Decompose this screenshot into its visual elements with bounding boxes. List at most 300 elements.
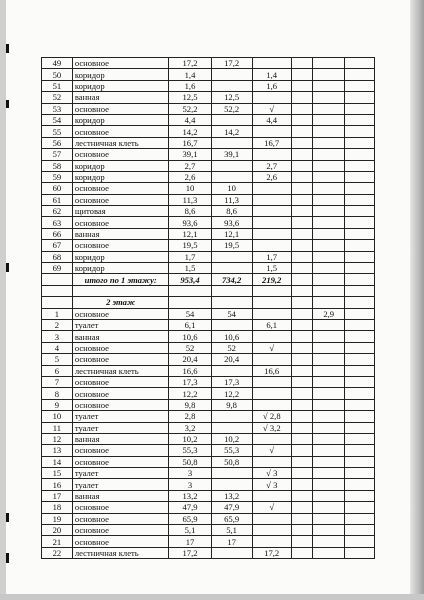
empty-cell <box>345 479 375 490</box>
table-row <box>42 468 375 479</box>
total-area-cell: 2,7 <box>169 160 211 171</box>
total-area-cell: 1,7 <box>169 251 211 262</box>
empty-cell <box>345 217 375 228</box>
table-row <box>42 69 375 80</box>
empty-cell <box>252 285 291 296</box>
auxiliary-area-value: 1,7 <box>266 251 278 262</box>
main-area-cell: 65,9 <box>211 513 252 524</box>
auxiliary-area-cell <box>252 240 291 251</box>
punch-hole-mark <box>6 100 9 108</box>
scan-bottom-edge <box>0 594 424 600</box>
empty-cell <box>313 399 345 410</box>
empty-cell <box>313 194 345 205</box>
empty-cell <box>291 354 313 365</box>
room-name-cell: коридор <box>72 160 169 171</box>
empty-cell <box>313 319 345 330</box>
empty-cell <box>291 263 313 274</box>
empty-cell <box>313 126 345 137</box>
auxiliary-area-value: 2,7 <box>266 160 278 171</box>
empty-cell <box>291 80 313 91</box>
total-label-cell: итого по 1 этажу: <box>72 274 169 285</box>
punch-hole-mark <box>6 44 9 53</box>
empty-cell <box>313 69 345 80</box>
total-area-cell: 20,4 <box>169 354 211 365</box>
room-name-cell: основное <box>72 502 169 513</box>
empty-cell <box>313 160 345 171</box>
total-area-cell: 55,3 <box>169 445 211 456</box>
room-name-cell: основное <box>72 103 169 114</box>
total-area-cell: 54 <box>169 308 211 319</box>
empty-cell <box>291 183 313 194</box>
total-area-cell: 12,1 <box>169 228 211 239</box>
empty-cell <box>345 468 375 479</box>
total-area-cell: 4,4 <box>169 114 211 125</box>
check-mark-icon: √ <box>269 502 275 513</box>
auxiliary-area-cell <box>252 468 291 479</box>
punch-hole-mark <box>6 553 9 563</box>
total-area-cell: 11,3 <box>169 194 211 205</box>
room-name-cell: ванная <box>72 92 169 103</box>
room-name-cell: ванная <box>72 228 169 239</box>
main-area-cell: 10,6 <box>211 331 252 342</box>
auxiliary-area-cell <box>252 92 291 103</box>
empty-cell <box>291 411 313 422</box>
empty-cell <box>291 126 313 137</box>
check-mark-icon: √ <box>269 445 275 456</box>
room-number-cell: 63 <box>42 217 73 228</box>
auxiliary-area-value: 16,7 <box>264 137 280 148</box>
auxiliary-area-value: 1,5 <box>266 263 278 274</box>
empty-cell <box>291 137 313 148</box>
empty-cell <box>345 388 375 399</box>
room-number-cell: 11 <box>42 422 73 433</box>
auxiliary-area-cell <box>252 456 291 467</box>
room-number-cell: 4 <box>42 342 73 353</box>
auxiliary-area-cell <box>252 171 291 182</box>
empty-cell <box>345 228 375 239</box>
table-row <box>42 263 375 274</box>
auxiliary-area-cell <box>252 411 291 422</box>
room-name-cell: основное <box>72 240 169 251</box>
auxiliary-area-cell <box>252 160 291 171</box>
wall-height-cell: 2,9 <box>313 308 345 319</box>
room-name-cell: основное <box>72 194 169 205</box>
empty-cell <box>313 490 345 501</box>
empty-cell <box>291 456 313 467</box>
empty-cell <box>345 171 375 182</box>
floor-total-row <box>42 274 375 285</box>
empty-cell <box>291 308 313 319</box>
auxiliary-area-cell <box>252 126 291 137</box>
empty-cell <box>313 228 345 239</box>
room-number-cell: 1 <box>42 308 73 319</box>
empty-cell <box>291 114 313 125</box>
empty-cell <box>291 547 313 558</box>
room-name-cell: основное <box>72 217 169 228</box>
empty-cell <box>252 297 291 308</box>
empty-cell <box>313 80 345 91</box>
scan-edge-shadow <box>410 0 424 600</box>
table-row <box>42 411 375 422</box>
room-number-cell: 9 <box>42 399 73 410</box>
room-name-cell: коридор <box>72 80 169 91</box>
room-name-cell: ванная <box>72 433 169 444</box>
table-row <box>42 103 375 114</box>
empty-cell <box>313 433 345 444</box>
empty-cell <box>291 217 313 228</box>
room-name-cell: коридор <box>72 251 169 262</box>
main-area-cell: 20,4 <box>211 354 252 365</box>
empty-cell <box>211 297 252 308</box>
auxiliary-area-cell <box>252 536 291 547</box>
auxiliary-area-value: 16,6 <box>264 365 280 376</box>
empty-cell <box>345 137 375 148</box>
empty-cell <box>291 69 313 80</box>
main-area-cell: 47,9 <box>211 502 252 513</box>
room-number-cell: 49 <box>42 58 73 69</box>
empty-cell <box>313 342 345 353</box>
auxiliary-area-cell <box>252 69 291 80</box>
auxiliary-area-cell <box>252 331 291 342</box>
room-number-cell: 54 <box>42 114 73 125</box>
table-row <box>42 513 375 524</box>
total-area-cell: 16,6 <box>169 365 211 376</box>
main-area-cell <box>211 411 252 422</box>
total-area-cell: 12,5 <box>169 92 211 103</box>
empty-cell <box>313 263 345 274</box>
main-area-cell: 52,2 <box>211 103 252 114</box>
empty-cell <box>169 285 211 296</box>
auxiliary-area-cell <box>252 399 291 410</box>
auxiliary-area-cell <box>252 342 291 353</box>
empty-cell <box>313 240 345 251</box>
room-number-cell: 15 <box>42 468 73 479</box>
main-area-cell: 17,3 <box>211 376 252 387</box>
empty-cell <box>291 297 313 308</box>
empty-cell <box>345 433 375 444</box>
floor-heading-cell: 2 этаж <box>72 297 169 308</box>
table-row <box>42 342 375 353</box>
empty-cell <box>345 206 375 217</box>
empty-cell <box>291 206 313 217</box>
auxiliary-area-value: 3,2 <box>269 422 281 433</box>
empty-cell <box>345 422 375 433</box>
table-row <box>42 240 375 251</box>
empty-cell <box>313 513 345 524</box>
total-area-cell: 50,8 <box>169 456 211 467</box>
total-area-cell: 10,2 <box>169 433 211 444</box>
room-name-cell: основное <box>72 342 169 353</box>
total-area-cell: 13,2 <box>169 490 211 501</box>
table-row <box>42 80 375 91</box>
empty-cell <box>291 274 313 285</box>
total-area-cell: 52 <box>169 342 211 353</box>
empty-cell <box>345 365 375 376</box>
room-number-cell: 53 <box>42 103 73 114</box>
empty-cell <box>313 297 345 308</box>
empty-cell <box>313 411 345 422</box>
auxiliary-area-cell <box>252 206 291 217</box>
punch-hole-mark <box>6 263 9 272</box>
total-area-cell: 12,2 <box>169 388 211 399</box>
room-name-cell: основное <box>72 308 169 319</box>
empty-cell <box>291 513 313 524</box>
room-number-cell: 12 <box>42 433 73 444</box>
total-area-cell: 3 <box>169 479 211 490</box>
empty-cell <box>345 502 375 513</box>
table-row <box>42 308 375 319</box>
auxiliary-area-value: 3 <box>273 468 278 479</box>
main-area-cell <box>211 137 252 148</box>
room-name-cell: основное <box>72 58 169 69</box>
room-name-cell: основное <box>72 149 169 160</box>
auxiliary-area-cell <box>252 103 291 114</box>
empty-cell <box>291 342 313 353</box>
table-row <box>42 137 375 148</box>
empty-cell <box>291 388 313 399</box>
total-area-cell: 16,7 <box>169 137 211 148</box>
empty-cell <box>291 103 313 114</box>
check-mark-icon: √ <box>269 103 275 114</box>
empty-cell <box>345 80 375 91</box>
empty-cell <box>313 217 345 228</box>
table-row <box>42 456 375 467</box>
total-area-cell: 3 <box>169 468 211 479</box>
main-area-cell: 5,1 <box>211 525 252 536</box>
empty-cell <box>291 92 313 103</box>
main-area-cell: 12,2 <box>211 388 252 399</box>
empty-cell <box>313 331 345 342</box>
empty-cell <box>313 502 345 513</box>
main-area-cell <box>211 69 252 80</box>
main-area-cell: 9,8 <box>211 399 252 410</box>
total-area-cell: 17,2 <box>169 547 211 558</box>
empty-cell <box>345 445 375 456</box>
total-area-cell: 52,2 <box>169 103 211 114</box>
total-area-cell: 3,2 <box>169 422 211 433</box>
empty-cell <box>291 479 313 490</box>
auxiliary-area-cell <box>252 80 291 91</box>
empty-cell <box>345 399 375 410</box>
empty-cell <box>313 274 345 285</box>
main-area-cell: 8,6 <box>211 206 252 217</box>
main-area-cell: 10 <box>211 183 252 194</box>
check-mark-icon: √ <box>262 422 268 433</box>
empty-cell <box>313 92 345 103</box>
main-area-cell: 13,2 <box>211 490 252 501</box>
empty-cell <box>345 274 375 285</box>
auxiliary-area-value: 2,8 <box>269 411 281 422</box>
main-area-cell: 39,1 <box>211 149 252 160</box>
room-number-cell: 19 <box>42 513 73 524</box>
empty-cell <box>169 297 211 308</box>
room-name-cell: основное <box>72 399 169 410</box>
check-mark-icon: √ <box>269 342 275 353</box>
main-area-cell: 93,6 <box>211 217 252 228</box>
total-area-cell: 1,5 <box>169 263 211 274</box>
main-area-cell: 11,3 <box>211 194 252 205</box>
room-number-cell: 7 <box>42 376 73 387</box>
empty-cell <box>313 206 345 217</box>
empty-cell <box>345 456 375 467</box>
auxiliary-area-cell <box>252 217 291 228</box>
total-area-cell: 19,5 <box>169 240 211 251</box>
empty-cell <box>291 331 313 342</box>
auxiliary-area-cell <box>252 547 291 558</box>
total-area-cell: 14,2 <box>169 126 211 137</box>
empty-cell <box>345 160 375 171</box>
room-name-cell: основное <box>72 126 169 137</box>
room-number-cell: 59 <box>42 171 73 182</box>
room-number-cell: 56 <box>42 137 73 148</box>
room-number-cell: 2 <box>42 319 73 330</box>
empty-cell <box>345 103 375 114</box>
empty-cell <box>72 285 169 296</box>
auxiliary-area-cell <box>252 251 291 262</box>
empty-cell <box>291 490 313 501</box>
empty-cell <box>291 399 313 410</box>
empty-cell <box>291 376 313 387</box>
empty-cell <box>313 479 345 490</box>
room-number-cell: 62 <box>42 206 73 217</box>
main-area-cell <box>211 263 252 274</box>
room-number-cell: 21 <box>42 536 73 547</box>
empty-cell <box>291 468 313 479</box>
empty-cell <box>291 319 313 330</box>
table-row <box>42 206 375 217</box>
auxiliary-area-cell <box>252 308 291 319</box>
room-number-cell: 61 <box>42 194 73 205</box>
room-number-cell: 58 <box>42 160 73 171</box>
empty-cell <box>42 297 73 308</box>
room-name-cell: основное <box>72 525 169 536</box>
room-name-cell: основное <box>72 445 169 456</box>
empty-cell <box>291 422 313 433</box>
auxiliary-area-cell <box>252 137 291 148</box>
table-row <box>42 525 375 536</box>
empty-cell <box>345 183 375 194</box>
table-row <box>42 160 375 171</box>
room-number-cell: 14 <box>42 456 73 467</box>
room-number-cell: 67 <box>42 240 73 251</box>
empty-cell <box>313 137 345 148</box>
total-area-cell: 1,4 <box>169 69 211 80</box>
auxiliary-area-cell <box>252 388 291 399</box>
auxiliary-area-cell <box>252 354 291 365</box>
total-area-cell: 47,9 <box>169 502 211 513</box>
auxiliary-area-cell <box>252 445 291 456</box>
empty-cell <box>313 285 345 296</box>
empty-cell <box>313 547 345 558</box>
total-area-cell: 8,6 <box>169 206 211 217</box>
main-area-cell: 55,3 <box>211 445 252 456</box>
empty-cell <box>313 149 345 160</box>
auxiliary-area-value: 3 <box>273 479 278 490</box>
room-number-cell: 55 <box>42 126 73 137</box>
floor-heading-row <box>42 297 375 308</box>
empty-cell <box>291 240 313 251</box>
table-row <box>42 251 375 262</box>
punch-hole-mark <box>6 513 9 522</box>
empty-cell <box>291 365 313 376</box>
table-row <box>42 228 375 239</box>
empty-cell <box>345 342 375 353</box>
room-number-cell: 3 <box>42 331 73 342</box>
auxiliary-area-cell <box>252 479 291 490</box>
main-area-cell <box>211 171 252 182</box>
empty-cell <box>345 513 375 524</box>
empty-cell <box>291 251 313 262</box>
auxiliary-area-cell <box>252 194 291 205</box>
table-row <box>42 171 375 182</box>
main-area-cell <box>211 479 252 490</box>
room-number-cell: 51 <box>42 80 73 91</box>
total-area-cell: 10,6 <box>169 331 211 342</box>
auxiliary-area-cell <box>252 228 291 239</box>
main-area-cell: 54 <box>211 308 252 319</box>
empty-cell <box>345 319 375 330</box>
auxiliary-area-value: 1,4 <box>266 69 278 80</box>
auxiliary-area-cell <box>252 58 291 69</box>
empty-cell <box>313 525 345 536</box>
empty-cell <box>345 240 375 251</box>
empty-cell <box>313 422 345 433</box>
room-number-cell: 10 <box>42 411 73 422</box>
empty-cell <box>313 445 345 456</box>
empty-cell <box>345 354 375 365</box>
empty-cell <box>345 490 375 501</box>
table-row <box>42 114 375 125</box>
auxiliary-area-cell <box>252 502 291 513</box>
room-name-cell: лестничная клеть <box>72 137 169 148</box>
room-number-cell: 8 <box>42 388 73 399</box>
room-name-cell: ванная <box>72 331 169 342</box>
area-explication-table <box>41 57 375 559</box>
total-area-cell: 39,1 <box>169 149 211 160</box>
main-area-cell: 50,8 <box>211 456 252 467</box>
check-mark-icon: √ <box>262 411 268 422</box>
total-area-cell: 6,1 <box>169 319 211 330</box>
room-number-cell: 52 <box>42 92 73 103</box>
main-area-cell: 52 <box>211 342 252 353</box>
empty-cell <box>345 547 375 558</box>
table-row <box>42 547 375 558</box>
empty-cell <box>291 228 313 239</box>
total-area-cell: 65,9 <box>169 513 211 524</box>
room-number-cell: 20 <box>42 525 73 536</box>
table-row <box>42 490 375 501</box>
empty-cell <box>291 502 313 513</box>
main-area-total-cell: 734,2 <box>211 274 252 285</box>
main-area-cell: 19,5 <box>211 240 252 251</box>
empty-cell <box>345 536 375 547</box>
empty-cell <box>345 58 375 69</box>
main-area-cell <box>211 365 252 376</box>
empty-cell <box>313 456 345 467</box>
empty-cell <box>291 525 313 536</box>
room-name-cell: коридор <box>72 114 169 125</box>
table-row <box>42 354 375 365</box>
empty-cell <box>345 297 375 308</box>
auxiliary-area-cell <box>252 513 291 524</box>
main-area-cell <box>211 114 252 125</box>
empty-cell <box>313 468 345 479</box>
room-name-cell: основное <box>72 513 169 524</box>
table-row <box>42 422 375 433</box>
table-row <box>42 376 375 387</box>
room-name-cell: основное <box>72 536 169 547</box>
empty-cell <box>291 194 313 205</box>
